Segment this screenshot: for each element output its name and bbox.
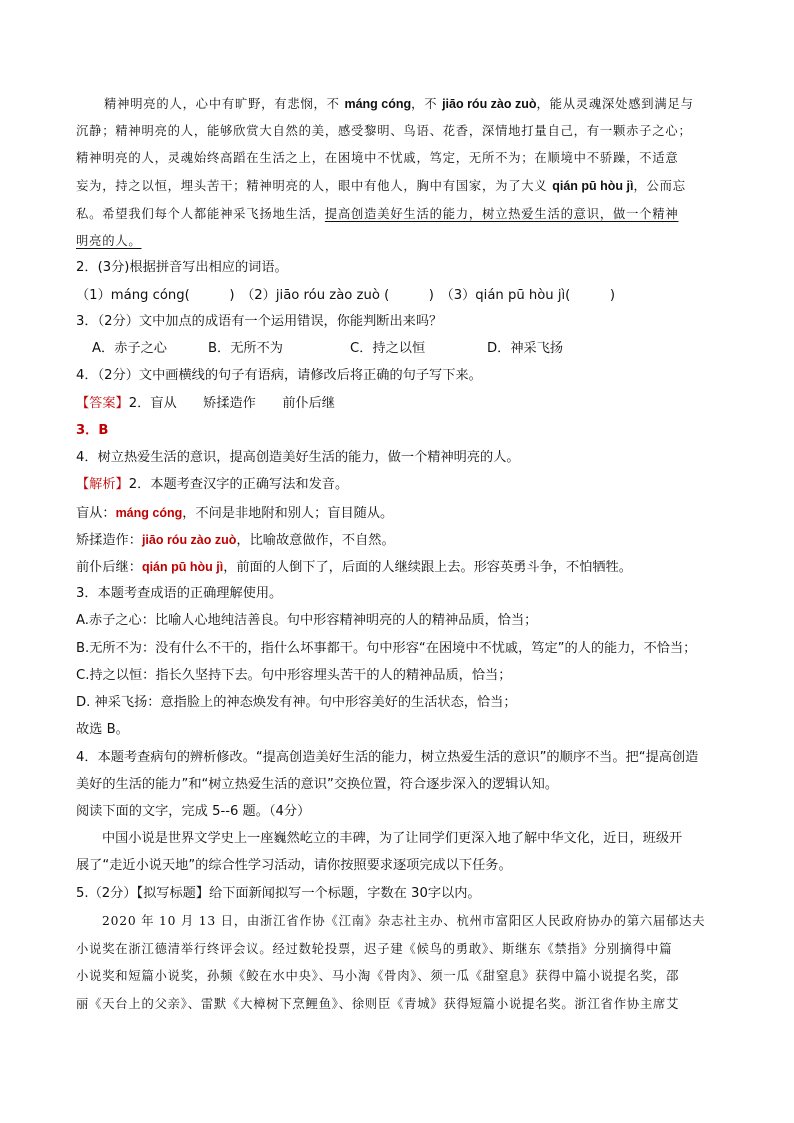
news-line-1: 2020 年 10 月 13 日，由浙江省作协《江南》杂志社主办、杭州市富阳区人民政府协办的第六届郁达夫: [102, 914, 706, 928]
analysis-option-c: C.持之以恒：指长久坚持下去。句中形容埋头苦干的人的精神品质，恰当；: [76, 668, 512, 683]
analysis-choose: 故选 B。: [76, 722, 129, 737]
passage-line-5: 私。希望我们每个人都能神采飞扬地生活，提高创造美好生活的能力，树立热爱生活的意识，做一个精神: [76, 207, 679, 221]
option-a: A．赤子之心: [92, 341, 167, 356]
question-2-stem: 2．(3分)根据拼音写出相应的词语。: [76, 260, 288, 275]
question-3-stem: 3．（2分）文中加点的成语有一个运用错误，你能判断出来吗？: [76, 314, 443, 329]
underlined-sentence: 提高创造美好生活的能力，树立热爱生活的意识，做一个精神: [324, 207, 679, 221]
passage-line-4: 妄为，持之以恒，埋头苦干；精神明亮的人，眼中有他人，胸中有国家，为了大义 qián pū hòu jì，公而忘: [76, 179, 686, 193]
analysis-option-d: D. 神采飞扬：意指脸上的神态焕发有神。句中形容美好的生活状态，恰当；: [76, 695, 517, 710]
analysis-line-4a: 4．本题考查病句的辨析修改。“提高创造美好生活的能力，树立热爱生活的意识”的顺序不当。把“提高创造: [76, 750, 699, 765]
analysis-line-3: 3．本题考查成语的正确理解使用。: [76, 586, 283, 601]
underlined-sentence-end: 明亮的人。: [76, 234, 142, 248]
analysis-word-2: 矫揉造作：jiāo róu zào zuò，比喻故意做作，不自然。: [76, 533, 395, 548]
option-c: C．持之以恒: [350, 341, 426, 356]
analysis-tag: 【解析】: [76, 477, 129, 492]
answer-line-4: 4．树立热爱生活的意识，提高创造美好生活的能力，做一个精神明亮的人。: [76, 450, 520, 465]
analysis-line-4b: 美好的生活的能力”和“树立热爱生活的意识”交换位置，符合逐步深入的逻辑认知。: [76, 777, 559, 792]
analysis-option-a: A.赤子之心：比喻人心地纯洁善良。句中形容精神明亮的人的精神品质，恰当；: [76, 613, 538, 628]
reading-para-line-1: 中国小说是世界文学史上一座巍然屹立的丰碑，为了让同学们更深入地了解中华文化，近日，班级开: [102, 831, 683, 846]
news-line-2: 小说奖在浙江德清举行终评会议。经过数轮投票，迟子建《候鸟的勇敢》、斯继东《禁指》分别摘得中篇: [76, 942, 673, 956]
analysis-word-3: 前仆后继：qián pū hòu jì，前面的人倒下了，后面的人继续跟上去。形容英勇斗争，不怕牺牲。: [76, 560, 632, 575]
answer-line-3: 3．B: [76, 423, 109, 438]
passage-line-6: [76, 233, 142, 249]
news-line-3: 小说奖和短篇小说奖，孙频《鲛在水中央》、马小淘《骨肉》、须一瓜《甜窒息》获得中篇小说提名奖，邵: [76, 969, 680, 983]
analysis-option-b: B.无所不为：没有什么不干的，指什么坏事都干。句中形容“在困境中不忧戚，笃定”的人的能力，不恰当；: [76, 641, 697, 656]
question-4-stem: 4．（2分）文中画横线的句子有语病，请修改后将正确的句子写下来。: [76, 368, 482, 383]
reading-para-line-2: 展了“走近小说天地”的综合性学习活动，请你按照要求逐项完成以下任务。: [76, 858, 512, 873]
question-5-stem: 5.（2分）【拟写标题】给下面新闻拟写一个标题，字数在 30字以内。: [76, 886, 481, 901]
news-line-4: 丽《天台上的父亲》、雷默《大樟树下烹鲤鱼》、徐则臣《青城》获得短篇小说提名奖。浙江省作协主席艾: [76, 997, 680, 1011]
analysis-word-1: 盲从：máng cóng，不问是非地附和别人；盲目随从。: [76, 506, 394, 521]
reading-intro: 阅读下面的文字，完成 5--6 题。（4分）: [76, 804, 311, 819]
passage-line-2: 沉静；精神明亮的人，能够欣赏大自然的美，感受黎明、鸟语、花香，深情地打量自己，有一颗赤子之心；: [76, 124, 692, 138]
option-b: B．无所不为: [208, 341, 283, 356]
answer-line-2: 【答案】2．盲从 矫揉造作 前仆后继: [76, 396, 335, 411]
answer-tag: 【答案】: [76, 396, 129, 411]
analysis-line-2: 【解析】2．本题考查汉字的正确写法和发音。: [76, 477, 349, 492]
option-d: D．神采飞扬: [487, 341, 564, 356]
passage-line-1: 精神明亮的人，心中有旷野，有悲悯，不 máng cóng，不 jiāo róu zào zuò，能从灵魂深处感到满足与: [104, 97, 694, 111]
passage-line-3: 精神明亮的人，灵魂始终高蹈在生活之上，在困境中不忧戚，笃定，无所不为；在顺境中不骄躁，不适意: [76, 151, 679, 165]
question-2-items: （1）máng cóng( ) （2）jiāo róu zào zuò ( ) （3）qián pū hòu jì( ): [76, 288, 616, 303]
